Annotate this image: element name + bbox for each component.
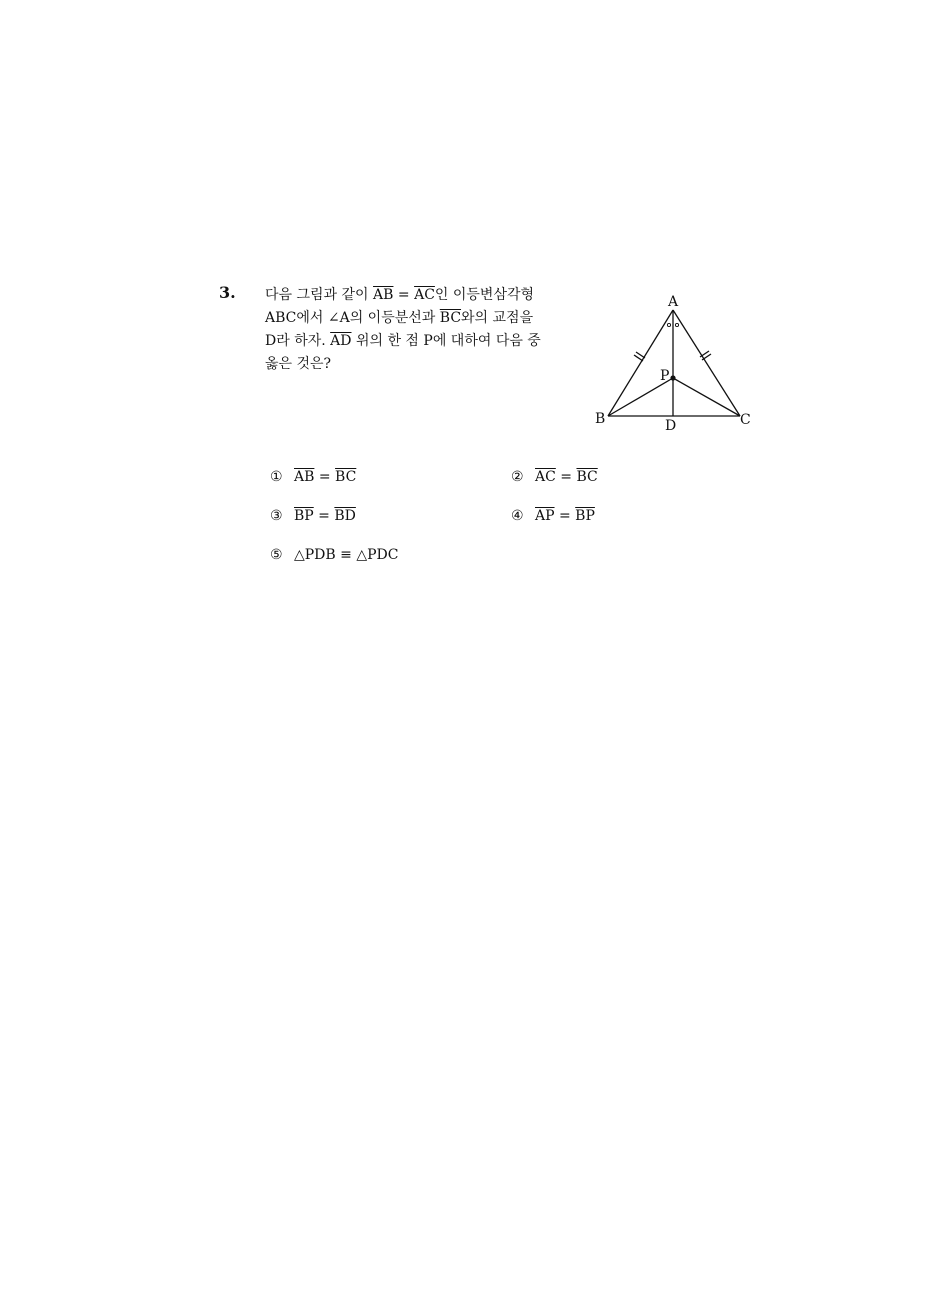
question-line-3: D라 하자. $\overline{AD}$ 위의 한 점 P에 대하여 다음 중 <box>265 333 541 349</box>
label-d: D <box>665 418 677 434</box>
question-line-4: 옳은 것은? <box>265 356 332 372</box>
question-line-2: ABC에서 ∠A의 이등분선과 $\overline{BC}$와의 교점을 <box>265 310 534 326</box>
label-a: A <box>668 294 679 310</box>
label-c: C <box>740 412 751 428</box>
angle-mark-2 <box>675 323 678 326</box>
segment-cp <box>673 378 740 416</box>
segment-ac: $\overline{AC}$ <box>414 287 435 303</box>
question-line-1: 다음 그림과 같이 $\overline{AB} = \overline{AC}$인 이등변삼각형 <box>265 287 535 303</box>
side-ac <box>673 310 740 416</box>
triangle-figure <box>590 290 760 444</box>
choice-3[interactable]: ③ $\overline{BP} = \overline{BD}$ <box>270 508 356 524</box>
label-p: P <box>660 368 670 384</box>
angle-mark-1 <box>667 323 670 326</box>
choice-5[interactable]: ⑤ △PDB ≡ △PDC <box>270 547 399 563</box>
segment-ad: $\overline{AD}$ <box>330 333 352 349</box>
choice-2[interactable]: ② $\overline{AC} = \overline{BC}$ <box>511 469 598 485</box>
choice-4[interactable]: ④ $\overline{AP} = \overline{BP}$ <box>511 508 595 524</box>
triangle-diagram <box>590 290 760 440</box>
side-ab <box>608 310 673 416</box>
label-b: B <box>595 411 606 427</box>
question-text <box>265 284 585 376</box>
segment-ab: $\overline{AB}$ <box>373 287 394 303</box>
choice-1[interactable]: ① $\overline{AB} = \overline{BC}$ <box>270 469 357 485</box>
question-number: 3. <box>219 283 236 302</box>
point-p <box>670 375 675 380</box>
segment-bc: $\overline{BC}$ <box>439 310 462 326</box>
